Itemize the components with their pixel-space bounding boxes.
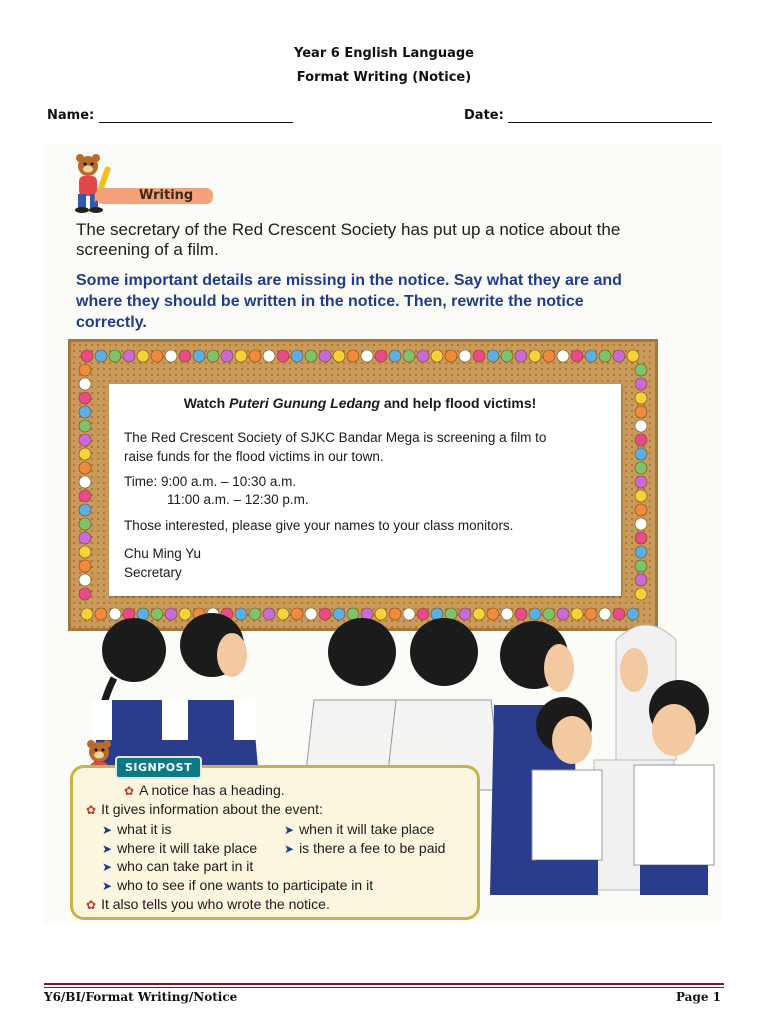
flower-bullet-icon: ✿	[86, 803, 97, 817]
flower-decoration	[635, 518, 647, 530]
flower-decoration	[79, 462, 91, 474]
flower-decoration	[635, 378, 647, 390]
signpost-point-1: ✿ A notice has a heading.	[124, 782, 285, 798]
flower-decoration	[635, 448, 647, 460]
flower-decoration	[613, 350, 625, 362]
signpost-point-2: ✿ It gives information about the event:	[86, 801, 323, 817]
signpost-sub-where: ➤ where it will take place	[102, 840, 258, 856]
task-instructions: Some important details are missing in the notice. Say what they are and where they should be written in the notice. Then, rewrite the notice correctly.	[76, 272, 622, 331]
flower-decoration	[81, 350, 93, 362]
bear-writer-icon	[66, 152, 122, 216]
notice-time2: 11:00 a.m. – 12:30 p.m.	[167, 492, 309, 507]
flower-decoration	[79, 448, 91, 460]
signpost-tag: SIGNPOST	[115, 756, 202, 779]
flower-decoration	[445, 350, 457, 362]
signpost-sub-when: ➤ when it will take place	[284, 821, 435, 837]
notice-signer: Chu Ming Yu	[124, 546, 202, 561]
flower-decoration	[151, 350, 163, 362]
signpost-sub-what: ➤ what it is	[102, 821, 172, 837]
flower-decoration	[79, 364, 91, 376]
flower-decoration	[529, 350, 541, 362]
flower-decoration	[79, 420, 91, 432]
flower-decoration	[515, 350, 527, 362]
flower-decoration	[165, 350, 177, 362]
flower-decoration	[79, 490, 91, 502]
date-blank[interactable]	[508, 108, 712, 123]
flower-decoration	[635, 504, 647, 516]
flower-decoration	[79, 378, 91, 390]
flower-decoration	[79, 574, 91, 586]
flower-decoration	[431, 350, 443, 362]
flower-bullet-icon: ✿	[124, 784, 135, 798]
arrow-bullet-icon: ➤	[102, 842, 113, 856]
flower-decoration	[635, 420, 647, 432]
flower-decoration	[403, 350, 415, 362]
flower-decoration	[79, 532, 91, 544]
flower-decoration	[333, 350, 345, 362]
flower-decoration	[585, 350, 597, 362]
signpost-sub-fee: ➤ is there a fee to be paid	[284, 840, 446, 856]
footer-page-number: Page 1	[675, 990, 721, 1004]
flower-decoration	[635, 560, 647, 572]
flower-decoration	[473, 350, 485, 362]
flower-decoration	[347, 350, 359, 362]
writing-tag-label: Writing	[139, 188, 194, 203]
flower-decoration	[361, 350, 373, 362]
flower-decoration	[109, 350, 121, 362]
signpost-point-3: ✿ It also tells you who wrote the notice.	[86, 896, 330, 912]
flower-decoration	[635, 364, 647, 376]
footer-rule-thin	[44, 987, 724, 988]
flower-decoration	[501, 350, 513, 362]
film-title: Puteri Gunung Ledang	[229, 395, 380, 411]
flower-decoration	[79, 476, 91, 488]
flower-decoration	[543, 350, 555, 362]
flower-decoration	[207, 350, 219, 362]
worksheet-title: Year 6 English Language	[294, 46, 474, 61]
flower-decoration	[277, 350, 289, 362]
flower-decoration	[635, 546, 647, 558]
footer-course-code: Y6/BI/Format Writing/Notice	[44, 990, 238, 1004]
writing-tag	[95, 186, 213, 206]
flower-decoration	[291, 350, 303, 362]
intro-text: The secretary of the Red Crescent Society has put up a notice about the screening of a film.	[76, 220, 621, 259]
flower-decoration	[79, 518, 91, 530]
arrow-bullet-icon: ➤	[102, 823, 113, 837]
flower-decoration	[635, 462, 647, 474]
flower-decoration	[571, 350, 583, 362]
date-label: Date:	[464, 108, 504, 123]
flower-decoration	[635, 476, 647, 488]
footer-rule-thick	[44, 983, 724, 985]
flower-decoration	[263, 350, 275, 362]
flower-decoration	[137, 350, 149, 362]
boy-front-figure-1	[532, 697, 602, 895]
worksheet-subtitle: Format Writing (Notice)	[296, 70, 472, 85]
name-label: Name:	[47, 108, 95, 123]
signpost-sub-who: ➤ who can take part in it	[102, 858, 254, 874]
notice-heading: Watch Puteri Gunung Ledang and help flood victims!	[183, 395, 537, 411]
flower-decoration	[193, 350, 205, 362]
date-field	[464, 108, 712, 123]
flower-decoration	[375, 350, 387, 362]
flower-decoration	[635, 434, 647, 446]
flower-decoration	[635, 406, 647, 418]
notice-para1-line2: raise funds for the flood victims in our town.	[124, 449, 384, 464]
flower-decoration	[459, 350, 471, 362]
flower-decoration	[249, 350, 261, 362]
flower-decoration	[635, 392, 647, 404]
flower-decoration	[79, 406, 91, 418]
flower-decoration	[389, 350, 401, 362]
flower-bullet-icon: ✿	[86, 898, 97, 912]
flower-decoration	[95, 350, 107, 362]
flower-decoration	[627, 350, 639, 362]
flower-decoration	[487, 350, 499, 362]
flower-decoration	[635, 532, 647, 544]
flower-decoration	[179, 350, 191, 362]
arrow-bullet-icon: ➤	[102, 860, 113, 874]
flower-decoration	[635, 588, 647, 600]
notice-para1-line1: The Red Crescent Society of SJKC Bandar Mega is screening a film to	[124, 430, 547, 445]
name-field	[47, 108, 293, 123]
flower-decoration	[79, 546, 91, 558]
notice-role: Secretary	[124, 565, 182, 580]
flower-decoration	[79, 392, 91, 404]
flower-decoration	[319, 350, 331, 362]
arrow-bullet-icon: ➤	[284, 823, 295, 837]
flower-decoration	[417, 350, 429, 362]
arrow-bullet-icon: ➤	[102, 879, 113, 893]
notice-paper	[109, 384, 621, 596]
flower-decoration	[305, 350, 317, 362]
flower-decoration	[123, 350, 135, 362]
arrow-bullet-icon: ➤	[284, 842, 295, 856]
flower-decoration	[557, 350, 569, 362]
flower-decoration	[79, 588, 91, 600]
flower-decoration	[635, 490, 647, 502]
flower-decoration	[79, 434, 91, 446]
name-blank[interactable]	[99, 108, 293, 123]
notice-para2: Those interested, please give your names to your class monitors.	[124, 518, 514, 533]
flower-decoration	[635, 574, 647, 586]
flower-decoration	[599, 350, 611, 362]
flower-decoration	[79, 504, 91, 516]
flower-decoration	[79, 560, 91, 572]
flower-decoration	[235, 350, 247, 362]
notice-time1: Time: 9:00 a.m. – 10:30 a.m.	[124, 474, 297, 489]
signpost-sub-whoto: ➤ who to see if one wants to participate in it	[102, 877, 374, 893]
flower-decoration	[221, 350, 233, 362]
